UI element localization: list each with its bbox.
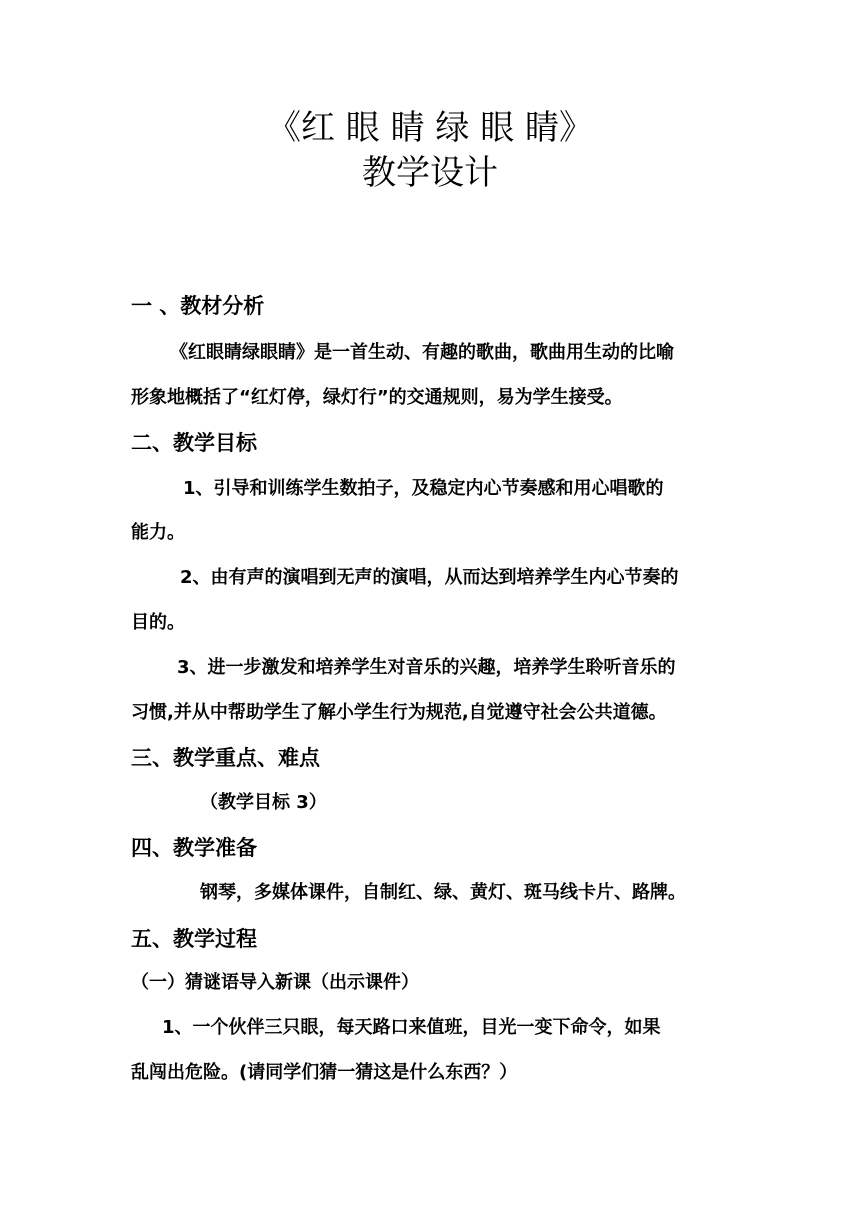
paragraph-text: 形象地概括了“红灯停，绿灯行”的交通规则，易为学生接受。 <box>131 387 623 408</box>
paragraph-text: （教学目标 3） <box>200 792 327 813</box>
list-item-text: 习惯,并从中帮助学生了解小学生行为规范,自觉遵守社会公共道德。 <box>131 702 667 723</box>
section-heading-1: 一 、教材分析 <box>131 294 265 318</box>
list-item-text: 目的。 <box>131 612 185 633</box>
document-title-line2: 教学设计 <box>362 153 498 193</box>
paragraph-text: 《红眼睛绿眼睛》是一首生动、有趣的歌曲，歌曲用生动的比喻 <box>170 342 674 363</box>
paragraph-text: 钢琴，多媒体课件，自制红、绿、黄灯、斑马线卡片、路牌。 <box>200 882 686 903</box>
list-item-text: 2、由有声的演唱到无声的演唱，从而达到培养学生内心节奏的 <box>180 567 679 588</box>
paragraph-text: 1、一个伙伴三只眼，每天路口来值班，目光一变下命令，如果 <box>162 1017 661 1038</box>
section-heading-3: 三、教学重点、难点 <box>131 746 320 770</box>
paragraph-text: 乱闯出危险。(请同学们猜一猜这是什么东西？） <box>131 1062 518 1083</box>
section-heading-2: 二、教学目标 <box>131 431 257 455</box>
subsection-heading: （一）猜谜语导入新课（出示课件） <box>131 972 419 993</box>
list-item-text: 能力。 <box>131 522 185 543</box>
document-title-line1: 《红 眼 睛 绿 眼 睛》 <box>266 108 594 148</box>
section-heading-5: 五、教学过程 <box>131 927 257 951</box>
list-item-text: 1、引导和训练学生数拍子，及稳定内心节奏感和用心唱歌的 <box>183 478 664 499</box>
section-heading-4: 四、教学准备 <box>131 836 257 860</box>
list-item-text: 3、进一步激发和培养学生对音乐的兴趣，培养学生聆听音乐的 <box>177 657 676 678</box>
